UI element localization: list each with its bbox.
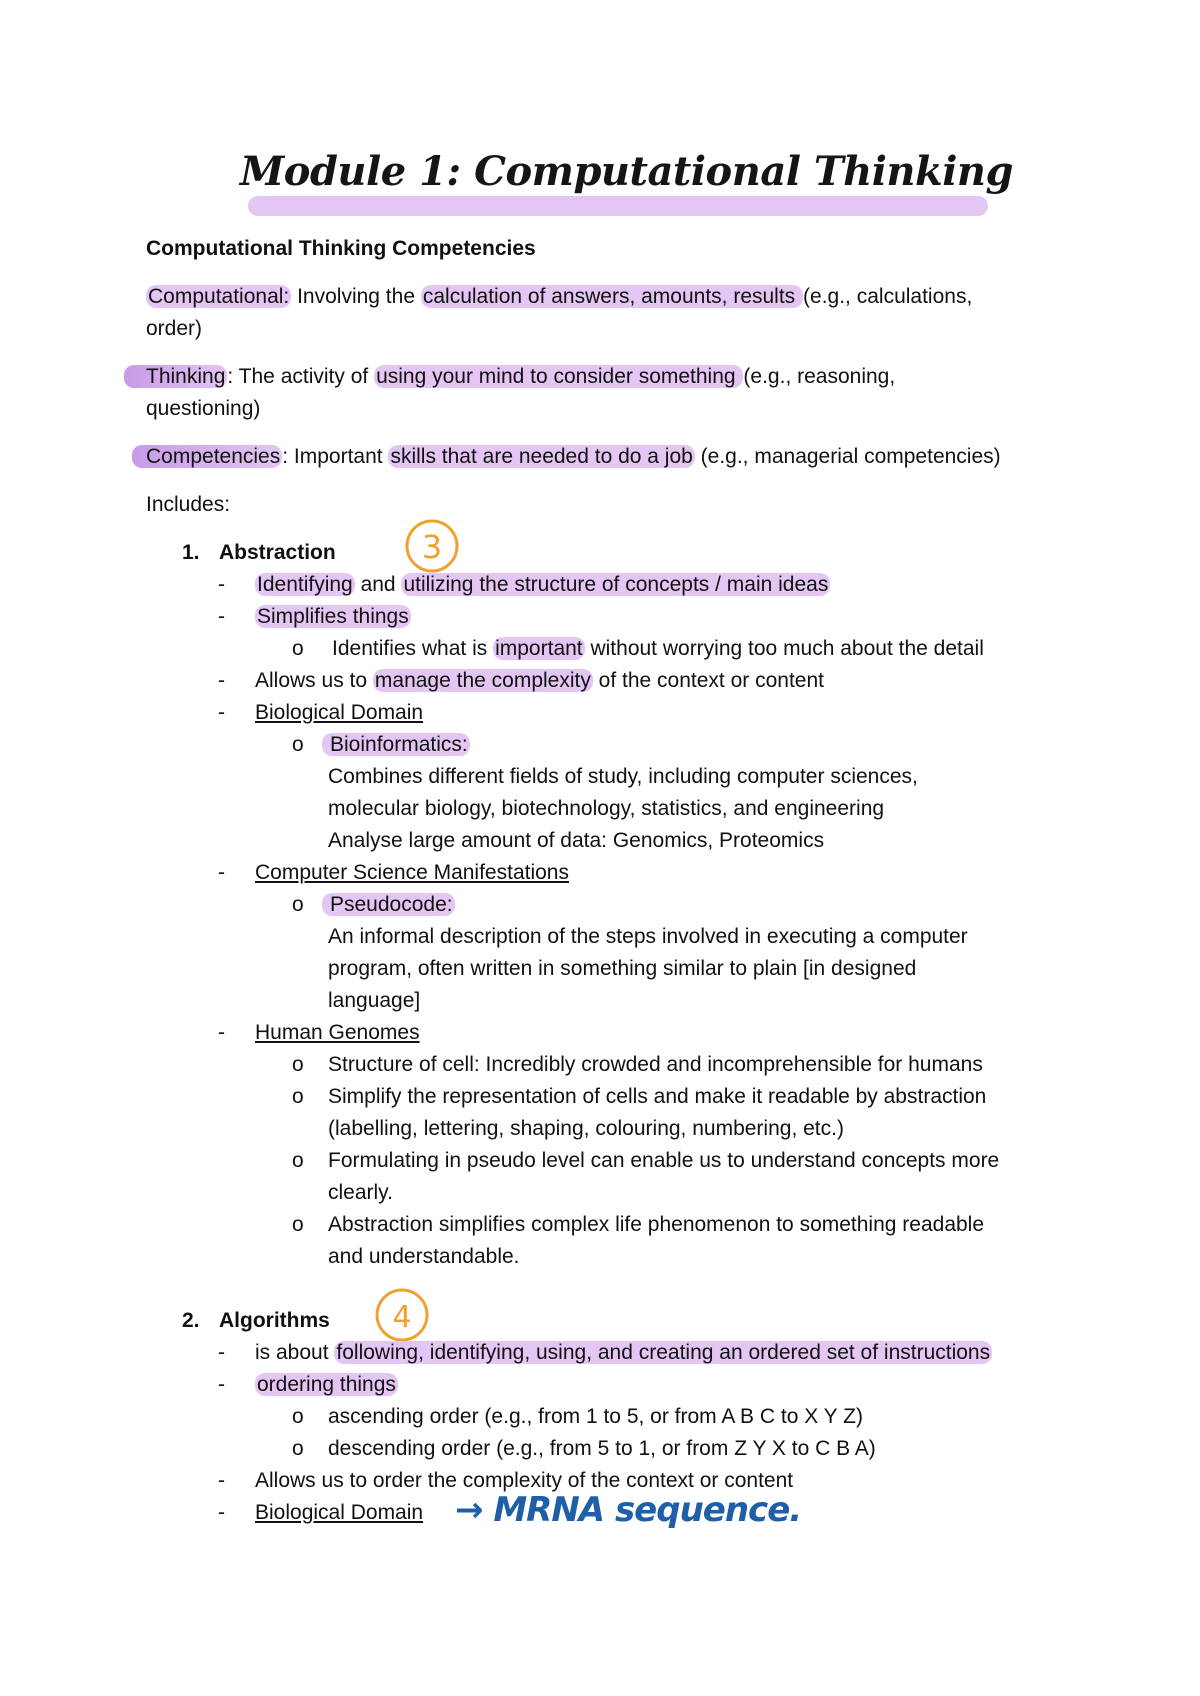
highlight: calculation of answers, amounts, results bbox=[422, 285, 802, 308]
circle-marker: o bbox=[292, 1053, 304, 1076]
term: Thinking bbox=[124, 365, 227, 388]
circle-marker: o bbox=[292, 637, 304, 660]
svg-text:3: 3 bbox=[421, 528, 443, 566]
bioinformatics-text: Analyse large amount of data: Genomics, Proteomics bbox=[328, 829, 825, 852]
circle-marker: o bbox=[292, 1085, 304, 1108]
sub-bullet-descending: descending order (e.g., from 5 to 1, or from Z Y X to C B A) bbox=[328, 1437, 876, 1460]
dash-marker: - bbox=[218, 605, 225, 628]
definition-thinking: Thinking: The activity of using your mind to consider something (e.g., reasoning, bbox=[146, 362, 895, 392]
highlight: skills that are needed to do a job bbox=[390, 445, 693, 468]
sub-bullet-bioinformatics: Bioinformatics: bbox=[322, 730, 470, 760]
sub-bullet-important: Identifies what is important without worrying too much about the detail bbox=[332, 637, 984, 660]
bullet-instructions: is about following, identifying, using, and creating an ordered set of instructions bbox=[255, 1341, 991, 1364]
includes-label: Includes: bbox=[146, 493, 231, 516]
definition-computational-cont: order) bbox=[146, 317, 203, 340]
circled-number-icon bbox=[402, 516, 462, 576]
dash-marker: - bbox=[218, 1469, 225, 1492]
genomes-sub-bullet: Simplify the representation of cells and make it readable by abstraction bbox=[328, 1085, 987, 1108]
circle-marker: o bbox=[292, 1149, 304, 1172]
circle-marker: o bbox=[292, 1405, 304, 1428]
dash-marker: - bbox=[218, 861, 225, 884]
bullet-order-complexity: Allows us to order the complexity of the context or content bbox=[255, 1469, 794, 1492]
dash-marker: - bbox=[218, 701, 225, 724]
svg-text:4: 4 bbox=[392, 1300, 412, 1335]
bullet-biological-domain-2: Biological Domain bbox=[255, 1501, 424, 1524]
dash-marker: - bbox=[218, 1021, 225, 1044]
dash-marker: - bbox=[218, 573, 225, 596]
bullet-cs-manifestations: Computer Science Manifestations bbox=[255, 861, 569, 884]
dash-marker: - bbox=[218, 1501, 225, 1524]
circle-marker: o bbox=[292, 733, 304, 756]
definition-thinking-cont: questioning) bbox=[146, 397, 261, 420]
circle-marker: o bbox=[292, 1213, 304, 1236]
circle-marker: o bbox=[292, 893, 304, 916]
genomes-sub-bullet-cont: (labelling, lettering, shaping, colouring, numbering, etc.) bbox=[328, 1117, 844, 1140]
page-title: Module 1: Computational Thinking bbox=[240, 148, 1013, 195]
section1-number: 1. bbox=[182, 541, 200, 564]
bioinformatics-text: molecular biology, biotechnology, statistics, and engineering bbox=[328, 797, 885, 820]
dash-marker: - bbox=[218, 1373, 225, 1396]
bullet-human-genomes: Human Genomes bbox=[255, 1021, 420, 1044]
sub-bullet-ascending: ascending order (e.g., from 1 to 5, or from A B C to X Y Z) bbox=[328, 1405, 863, 1428]
genomes-sub-bullet: Structure of cell: Incredibly crowded and incomprehensible for humans bbox=[328, 1053, 983, 1076]
genomes-sub-bullet-cont: clearly. bbox=[328, 1181, 393, 1204]
definition-competencies: Competencies: Important skills that are needed to do a job (e.g., managerial competencies) bbox=[146, 442, 1001, 472]
term: Competencies bbox=[132, 445, 282, 468]
genomes-sub-bullet: Abstraction simplifies complex life phenomenon to something readable bbox=[328, 1213, 985, 1236]
dash-marker: - bbox=[218, 669, 225, 692]
section1-title: Abstraction bbox=[219, 541, 336, 564]
bullet-ordering: ordering things bbox=[257, 1373, 396, 1396]
dash-marker: - bbox=[218, 1341, 225, 1364]
pseudocode-text: program, often written in something similar to plain [in designed bbox=[328, 957, 917, 980]
definition-computational: Computational: Involving the calculation of answers, amounts, results (e.g., calculations, bbox=[148, 285, 973, 308]
sub-bullet-pseudocode: Pseudocode: bbox=[322, 890, 455, 920]
highlight: using your mind to consider something bbox=[376, 365, 742, 388]
section2-number: 2. bbox=[182, 1309, 200, 1332]
genomes-sub-bullet-cont: and understandable. bbox=[328, 1245, 520, 1268]
pseudocode-text: language] bbox=[328, 989, 421, 1012]
bullet-biological-domain: Biological Domain bbox=[255, 701, 424, 724]
circle-marker: o bbox=[292, 1437, 304, 1460]
bioinformatics-text: Combines different fields of study, including computer sciences, bbox=[328, 765, 918, 788]
title-block bbox=[240, 148, 1013, 228]
genomes-sub-bullet: Formulating in pseudo level can enable us to understand concepts more bbox=[328, 1149, 1000, 1172]
section-heading: Computational Thinking Competencies bbox=[146, 237, 536, 260]
bullet-manage: Allows us to manage the complexity of the context or content bbox=[255, 669, 824, 692]
bullet-simplifies: Simplifies things bbox=[257, 605, 409, 628]
term: Computational: bbox=[148, 285, 290, 308]
section2-title: Algorithms bbox=[219, 1309, 330, 1332]
pseudocode-text: An informal description of the steps involved in executing a computer bbox=[328, 925, 968, 948]
handwritten-note: → MRNA sequence. bbox=[455, 1490, 802, 1530]
title-highlight bbox=[248, 196, 988, 216]
bullet-identifying: Identifying and utilizing the structure of concepts / main ideas bbox=[257, 573, 829, 596]
circled-number-icon bbox=[372, 1286, 432, 1344]
